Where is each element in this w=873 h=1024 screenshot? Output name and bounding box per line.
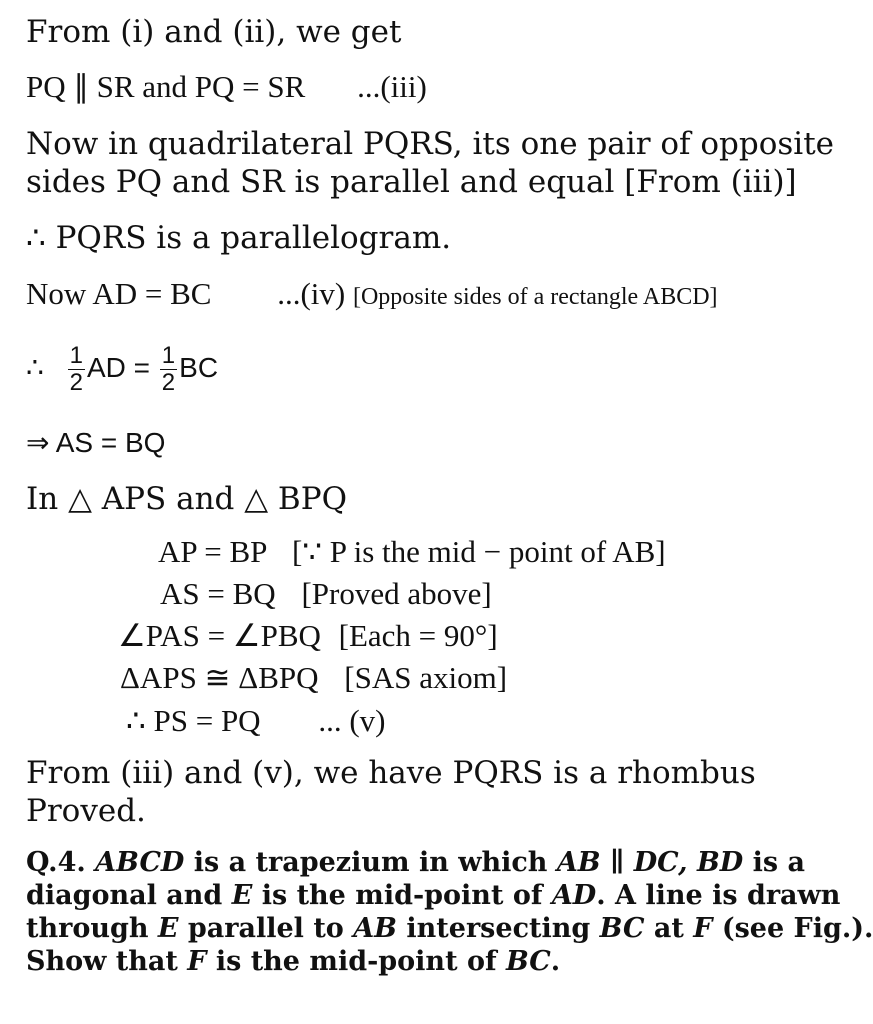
question-text: intersecting — [406, 913, 591, 944]
proof-step — [160, 575, 492, 613]
therefore-symbol: ∴ — [26, 352, 44, 383]
math-term: E — [231, 880, 253, 911]
question-text: is a — [752, 847, 805, 878]
fraction-denominator: 2 — [161, 369, 176, 397]
fraction-numerator: 1 — [69, 342, 83, 370]
text-line — [26, 219, 451, 257]
reason-note: [Proved above] — [301, 576, 492, 611]
equation: AD = — [86, 352, 150, 383]
fraction-numerator: 1 — [161, 342, 176, 370]
proof-step — [158, 533, 666, 571]
fraction-equation — [26, 336, 218, 400]
math-term: ABCD — [95, 847, 185, 878]
proof-step — [120, 659, 507, 697]
proof-text: From (i) and (ii), we get — [26, 14, 402, 50]
math-term: BC — [599, 913, 645, 944]
text-line — [26, 13, 401, 51]
proof-text: Proved. — [26, 793, 146, 829]
question-text: parallel to — [187, 913, 344, 944]
math-term: BC — [505, 946, 551, 977]
question-text: is a trapezium in which — [193, 847, 548, 878]
question-line — [26, 879, 840, 912]
math-term: AB — [353, 913, 398, 944]
reason-note: [Each = 90°] — [338, 618, 498, 653]
question-text: is the mid-point of — [261, 880, 543, 911]
equation: Now AD = BC — [26, 276, 212, 311]
equation: ⇒ AS = BQ — [26, 427, 166, 458]
proof-step — [126, 702, 385, 740]
reason-note: [Opposite sides of a rectangle ABCD] — [352, 284, 718, 310]
text-line — [26, 275, 718, 316]
equation-ref: ...(iii) — [357, 69, 427, 104]
question-line — [26, 846, 805, 879]
question-line — [26, 912, 873, 945]
equation: AS = BQ — [160, 576, 276, 611]
equation: ∴ PS = PQ — [126, 703, 261, 738]
question-text: Show that — [26, 946, 178, 977]
question-text: is the mid-point of — [215, 946, 497, 977]
proof-step — [118, 617, 498, 655]
proof-text: Now in quadrilateral PQRS, its one pair of opposite — [26, 126, 835, 162]
question-text: at — [653, 913, 684, 944]
text-line — [26, 125, 834, 163]
math-term: F — [187, 946, 207, 977]
text-line — [26, 424, 165, 462]
math-term: F — [693, 913, 713, 944]
fraction-half — [160, 343, 177, 396]
question-text: . A line is drawn — [596, 880, 841, 911]
equation-ref: ...(iv) — [277, 276, 346, 311]
text-line — [26, 754, 756, 792]
question-text: . — [550, 946, 561, 977]
question-label: Q.4. — [26, 847, 86, 878]
text-line — [26, 792, 146, 830]
question-text: through — [26, 913, 149, 944]
equation-ref: ... (v) — [318, 703, 386, 738]
proof-text: ∴ PQRS is a parallelogram. — [26, 220, 452, 256]
equation: PQ ∥ SR and PQ = SR — [26, 69, 306, 104]
text-line — [26, 163, 797, 201]
equation: ΔAPS ≅ ΔBPQ — [120, 660, 319, 695]
math-term: AB ∥ DC, BD — [556, 847, 744, 878]
equation: BC — [179, 352, 219, 383]
reason-note: [∵ P is the mid − point of AB] — [291, 534, 666, 569]
math-term: AD — [551, 880, 597, 911]
text-line — [26, 68, 427, 106]
reason-note: [SAS axiom] — [344, 660, 508, 695]
question-line — [26, 945, 560, 978]
question-text: diagonal and — [26, 880, 223, 911]
proof-text: From (iii) and (v), we have PQRS is a rhombus — [26, 755, 756, 791]
proof-text: sides PQ and SR is parallel and equal [From (iii)] — [26, 164, 797, 200]
proof-text: In △ APS and △ BPQ — [26, 481, 347, 517]
equation: ∠PAS = ∠PBQ — [118, 618, 321, 653]
text-line — [26, 480, 347, 518]
fraction-half — [68, 343, 85, 396]
fraction-denominator: 2 — [69, 369, 83, 397]
math-term: E — [157, 913, 179, 944]
equation: AP = BP — [158, 534, 267, 569]
question-text: (see Fig.). — [721, 913, 873, 944]
